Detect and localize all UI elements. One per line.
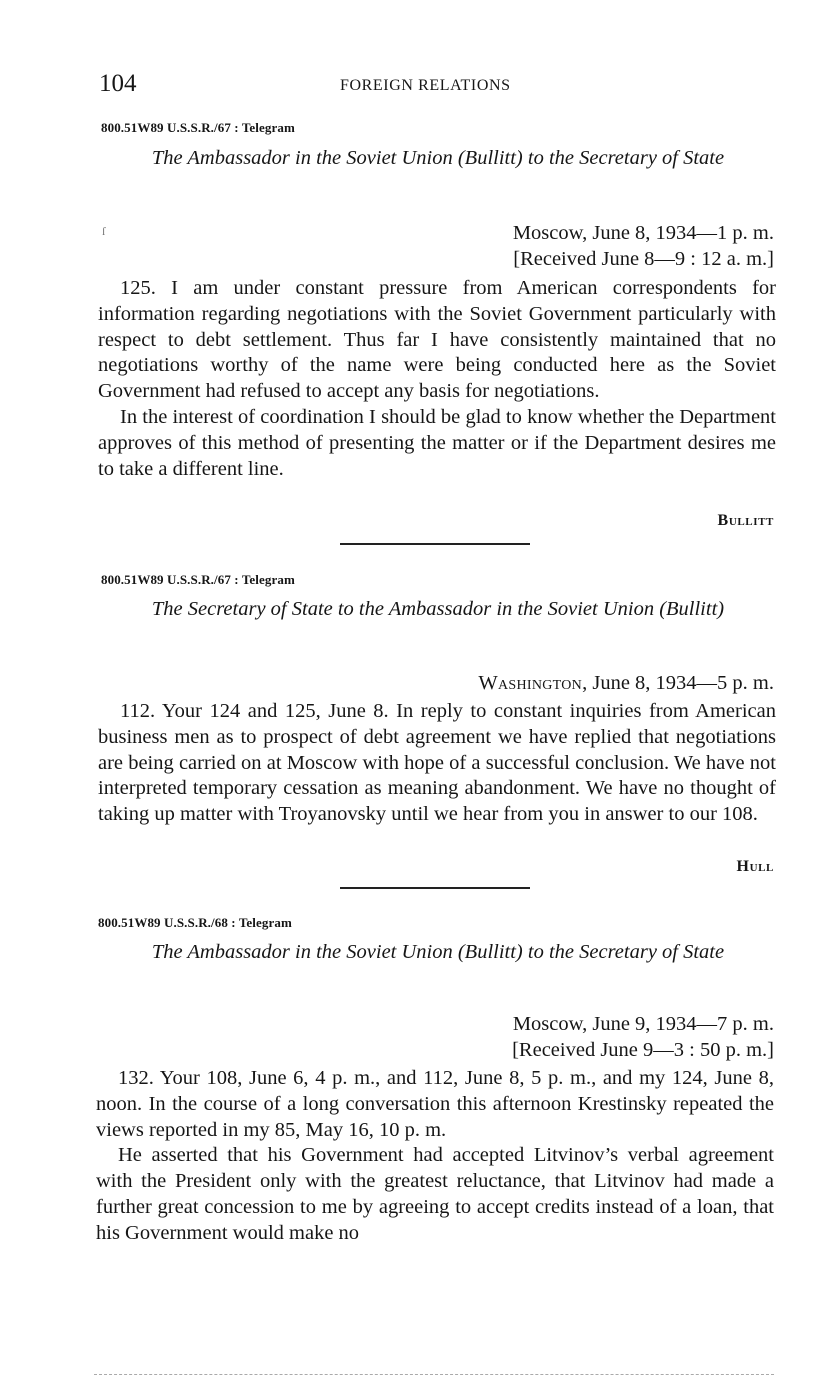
document-title: The Ambassador in the Soviet Union (Bullitt) to the Secretary of State	[151, 147, 725, 169]
section-divider	[340, 887, 530, 889]
paragraph: 112. Your 124 and 125, June 8. In reply to constant inquiries from American business men as to prospect of debt agreement we have replied that negotiations are being carried on at Moscow with hope of a successful conclusion. We have not interpreted temporary cessation as meaning abandonment. We have no thought of taking up matter with Troyanovsky until we hear from you in answer to our 108.	[98, 700, 776, 826]
page-number: 104	[99, 70, 137, 97]
paragraph: He asserted that his Government had accepted Litvinov’s verbal agreement with the President only with the greatest reluctance, that Litvinov had made a further great concession to me by agreeing to accept credits instead of a loan, that his Government would make no	[96, 1144, 774, 1244]
document-title: The Secretary of State to the Ambassador in the Soviet Union (Bullitt)	[151, 598, 725, 620]
signature: Bullitt	[717, 512, 774, 529]
document-body	[98, 699, 776, 828]
paragraph: In the interest of coordination I should be glad to know whether the Department approves of this method of presenting the matter or if the Department desires me to take a different line.	[98, 405, 776, 480]
paragraph: 132. Your 108, June 6, 4 p. m., and 112, June 8, 5 p. m., and my 124, June 8, noon. In the course of a long conversation this afternoon Krestinsky repeated the views reported in my 85, May 16, 10 p. m.	[96, 1067, 774, 1141]
file-reference: 800.51W89 U.S.S.R./67 : Telegram	[101, 120, 295, 135]
dateline	[478, 670, 774, 696]
received-line: [Received June 9—3 : 50 p. m.]	[512, 1039, 774, 1061]
paragraph: 125. I am under constant pressure from American correspondents for information regarding negotiations with the Soviet Government particularly with respect to debt settlement. Thus far I have consistently maintained that no negotiations worthy of the name were being conducted here as the Soviet Government had refused to accept any basis for negotiations.	[98, 277, 776, 403]
running-title: FOREIGN RELATIONS	[340, 77, 511, 94]
document-title: The Ambassador in the Soviet Union (Bullitt) to the Secretary of State	[151, 941, 725, 963]
dateline: Moscow, June 8, 1934—1 p. m.	[512, 222, 774, 244]
signature: Hull	[736, 858, 774, 875]
margin-mark: ſ	[102, 224, 106, 238]
page-edge-line	[94, 1374, 774, 1375]
document-body	[98, 276, 776, 482]
file-reference: 800.51W89 U.S.S.R./67 : Telegram	[101, 572, 295, 587]
file-reference: 800.51W89 U.S.S.R./68 : Telegram	[98, 915, 292, 930]
document-body	[96, 1066, 774, 1247]
received-line: [Received June 8—9 : 12 a. m.]	[513, 248, 774, 270]
dateline: Moscow, June 9, 1934—7 p. m.	[512, 1013, 774, 1035]
dateline-rest: , June 8, 1934—5 p. m.	[582, 672, 774, 694]
dateline-place: Washington	[478, 672, 583, 694]
section-divider	[340, 543, 530, 545]
